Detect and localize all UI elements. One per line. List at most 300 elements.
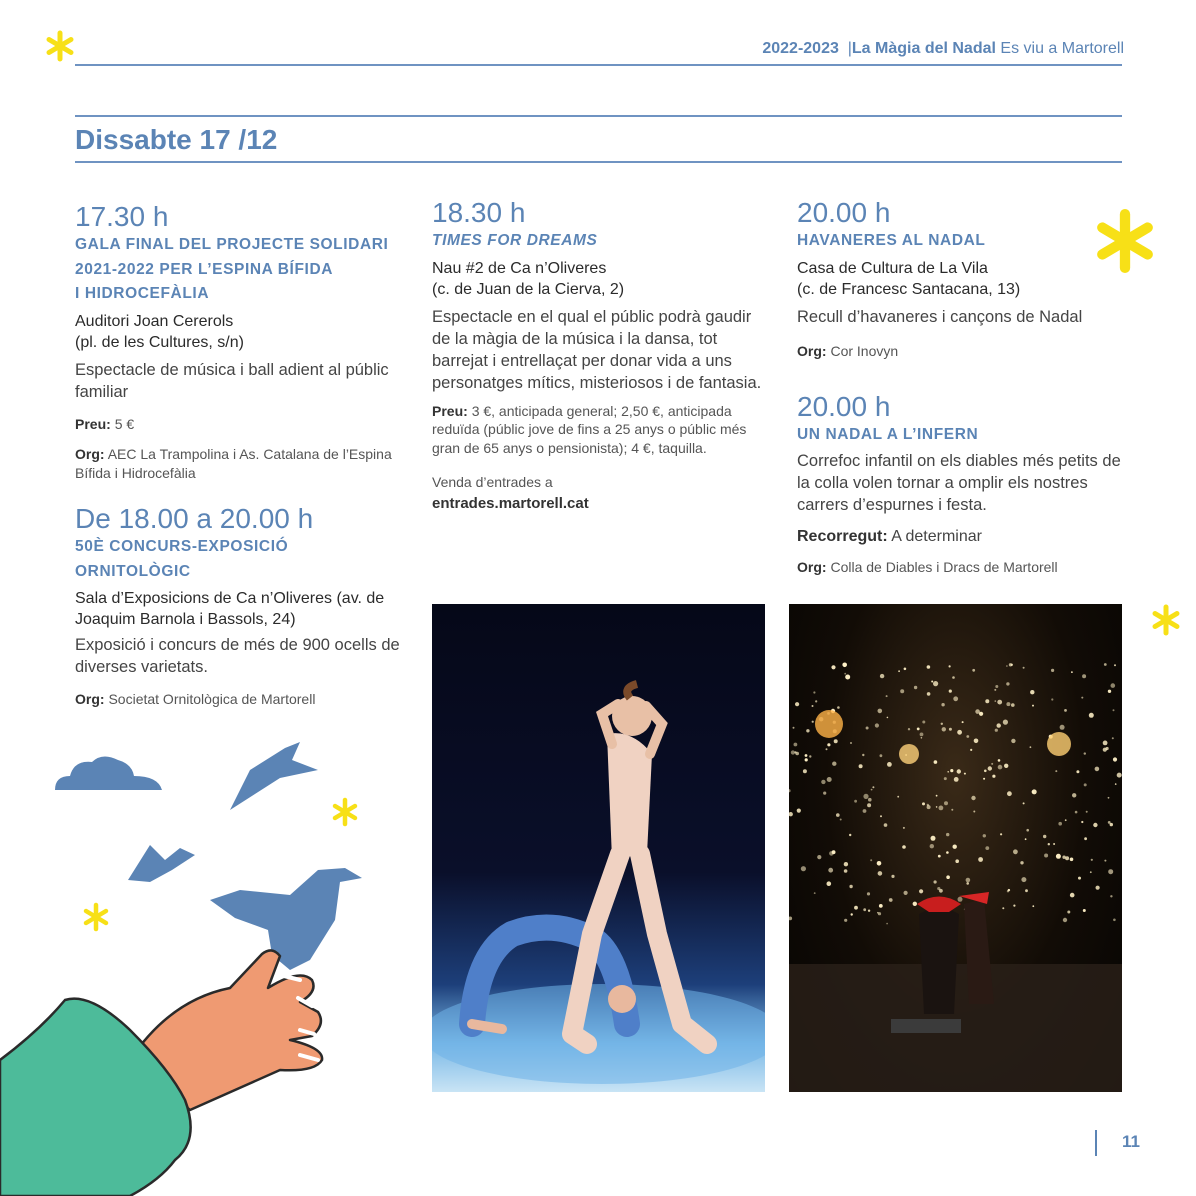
org-value: Cor Inovyn: [830, 342, 899, 359]
spark: [863, 794, 868, 799]
asterisk-star-icon: [44, 30, 76, 62]
event-concurs-ornitologic: [75, 503, 410, 709]
spark: [917, 728, 920, 731]
spark: [950, 769, 953, 772]
event-title-line: TIMES FOR DREAMS: [432, 232, 598, 249]
spark: [949, 665, 951, 667]
spark: [995, 729, 998, 732]
spark: [966, 878, 971, 883]
spark: [889, 898, 893, 902]
spark: [844, 673, 846, 675]
spark: [840, 819, 842, 821]
spark: [842, 663, 847, 668]
bird-icon: [210, 868, 362, 970]
spark: [1030, 690, 1034, 694]
spark: [1084, 837, 1087, 840]
spark: [900, 689, 904, 693]
spark: [1103, 748, 1107, 752]
route-value: A determinar: [891, 527, 982, 545]
event-description: Exposició i concurs de més de 900 ocells de diverses varietats.: [75, 636, 400, 676]
spark: [983, 834, 986, 837]
spark: [851, 913, 853, 915]
spark: [898, 670, 900, 672]
day-rule-top: [75, 115, 1122, 117]
spark: [944, 801, 948, 805]
spark: [877, 861, 882, 866]
event-venue: [432, 258, 772, 300]
spark: [789, 917, 792, 921]
spark: [1071, 671, 1073, 673]
spark: [966, 882, 969, 885]
spark: [998, 765, 1003, 770]
event-time: De 18.00 a 20.00 h: [75, 503, 314, 534]
spark: [812, 705, 814, 707]
spark: [863, 809, 867, 813]
spark: [954, 777, 959, 782]
spark: [1083, 909, 1086, 912]
spark: [920, 733, 924, 737]
asterisk-star-icon: [335, 800, 355, 824]
spark: [922, 721, 925, 724]
spark: [1058, 822, 1062, 826]
spark: [1081, 697, 1083, 699]
header-rule: [75, 64, 1122, 66]
spark: [1056, 854, 1061, 859]
spark: [1104, 860, 1106, 862]
spark: [789, 812, 793, 816]
event-organizer: [75, 445, 410, 482]
spark: [803, 769, 807, 773]
event-title: [75, 233, 410, 307]
spark: [886, 695, 888, 697]
spark: [1000, 833, 1002, 835]
event-venue-line: (pl. de les Cultures, s/n): [75, 333, 244, 351]
spark: [844, 919, 847, 922]
spark: [793, 727, 795, 729]
spark: [1004, 764, 1008, 768]
event-venue: [75, 311, 410, 353]
spark: [794, 743, 798, 747]
spark: [805, 754, 808, 757]
spark: [1108, 797, 1110, 799]
spark: [1013, 849, 1018, 854]
spark: [868, 910, 870, 912]
spark: [1032, 905, 1034, 907]
spark: [936, 806, 938, 808]
spark: [1104, 663, 1107, 666]
photo-dancers: [432, 604, 765, 1092]
spark: [921, 737, 923, 739]
spark: [953, 696, 958, 701]
spark: [964, 773, 966, 775]
spark: [821, 780, 825, 784]
spark: [826, 748, 828, 750]
spark: [944, 777, 947, 780]
event-title-line: HAVANERES AL NADAL: [797, 232, 986, 249]
bird-icon: [128, 845, 195, 882]
event-title-line: UN NADAL A L’INFERN: [797, 426, 979, 443]
spark: [1011, 703, 1015, 707]
spark: [878, 709, 883, 714]
spark: [1043, 835, 1046, 838]
price-label: Preu:: [432, 402, 468, 419]
spark: [985, 699, 989, 703]
spark: [880, 815, 882, 817]
spark: [849, 834, 851, 836]
event-gala-final: [75, 201, 410, 482]
spark: [930, 844, 934, 848]
org-value: Societat Ornitològica de Martorell: [108, 691, 316, 707]
spark: [947, 771, 949, 773]
spark: [831, 665, 835, 669]
spark: [1063, 918, 1067, 922]
spark: [878, 871, 883, 876]
spark: [834, 739, 838, 743]
spark: [872, 786, 874, 788]
spark: [812, 721, 814, 723]
spark: [880, 754, 883, 757]
spark: [828, 868, 833, 873]
spark: [1111, 683, 1116, 688]
spark: [927, 665, 931, 669]
event-venue-line: Nau #2 de Ca n’Oliveres: [432, 259, 607, 277]
spark: [972, 669, 975, 672]
spark: [1011, 739, 1015, 743]
event-title-line: 50È CONCURS-EXPOSICIÓ: [75, 538, 289, 555]
event-description: Correfoc infantil on els diables més petits de la colla volen tornar a omplir els nostres carrers d’espurnes i festa.: [797, 451, 1121, 514]
asterisk-star-icon: [86, 905, 106, 929]
spark: [903, 827, 905, 829]
event-title-line: I HIDROCEFÀLIA: [75, 285, 210, 302]
spark: [1084, 752, 1086, 754]
event-title: [797, 229, 1127, 254]
spark: [953, 845, 957, 849]
event-venue-line: (c. de Juan de la Cierva, 2): [432, 280, 625, 298]
spark: [1113, 757, 1117, 761]
spark: [859, 764, 863, 768]
spark: [934, 880, 937, 883]
spark: [1013, 905, 1015, 907]
event-havaneres: [797, 197, 1127, 360]
event-description: Recull d’havaneres i cançons de Nadal: [797, 307, 1083, 326]
spark: [1006, 682, 1009, 685]
spark: [871, 789, 873, 791]
spark: [1032, 705, 1034, 707]
spark: [1023, 667, 1025, 669]
spark: [797, 809, 801, 813]
day-rule-bottom: [75, 161, 1122, 163]
spark: [949, 690, 952, 693]
spark: [1051, 669, 1054, 672]
event-venue-line: Auditori Joan Cererols: [75, 312, 234, 330]
spark: [933, 681, 938, 686]
event-time: 20.00 h: [797, 391, 891, 422]
spark: [827, 777, 832, 782]
spark: [1076, 770, 1079, 773]
spark: [1067, 911, 1070, 914]
bird-icon: [230, 742, 318, 810]
spark: [1070, 858, 1074, 862]
header-years: 2022-2023: [762, 40, 839, 57]
spark: [887, 762, 892, 767]
spark: [1103, 741, 1108, 746]
spark: [991, 763, 993, 765]
spark: [863, 908, 866, 911]
spark: [973, 811, 975, 813]
spark: [992, 775, 995, 778]
spark: [971, 796, 975, 800]
spark: [914, 686, 917, 689]
event-price: [75, 415, 410, 434]
spark: [927, 692, 931, 696]
spark: [1075, 811, 1078, 814]
spark: [936, 795, 938, 797]
spark: [836, 813, 840, 817]
spark: [845, 675, 850, 680]
spark: [1007, 791, 1012, 796]
tickets-link[interactable]: entrades.martorell.cat: [432, 495, 589, 512]
event-title-line: ORNITOLÒGIC: [75, 562, 191, 580]
spark: [794, 751, 796, 753]
spark: [1053, 843, 1055, 845]
spark: [1086, 811, 1088, 813]
spark: [1113, 709, 1115, 711]
price-value: 5 €: [114, 415, 135, 432]
page-number-bar: [1095, 1130, 1097, 1156]
price-label: Preu:: [75, 415, 111, 432]
event-venue: Sala d’Exposicions de Ca n’Oliveres (av. de Joaquim Barnola i Bassols, 24): [75, 590, 385, 628]
event-description: Espectacle de música i ball adient al públic familiar: [75, 360, 389, 401]
spark: [884, 823, 888, 827]
spark: [908, 728, 910, 730]
spark: [939, 806, 944, 811]
event-venue: [797, 258, 1127, 300]
event-nadal-infern: [797, 391, 1127, 576]
spark: [978, 857, 983, 862]
spark: [1006, 665, 1008, 667]
org-value: Colla de Diables i Dracs de Martorell: [830, 558, 1058, 575]
tickets-label: Venda d’entrades a: [432, 474, 553, 490]
spark: [878, 912, 881, 915]
spark: [1065, 819, 1067, 821]
spark: [814, 892, 816, 894]
ticket-info: [432, 471, 772, 515]
spark: [922, 802, 925, 805]
running-header: [762, 40, 1124, 58]
spark: [1060, 725, 1065, 730]
spark: [902, 845, 906, 849]
dancers-illustration: [432, 604, 765, 1092]
spark: [983, 778, 985, 780]
org-value: AEC La Trampolina i As. Catalana de l’Espina Bífida i Hidrocefàlia: [75, 446, 392, 481]
spark: [1006, 702, 1010, 706]
spark: [913, 902, 917, 906]
spark: [997, 700, 1002, 705]
spark: [984, 770, 987, 773]
spark: [955, 859, 959, 863]
event-times-for-dreams: [432, 197, 772, 515]
spark: [919, 889, 923, 893]
spark: [867, 803, 871, 807]
spark: [817, 855, 821, 859]
spark: [904, 891, 908, 895]
org-label: Org:: [797, 342, 827, 359]
spark: [1055, 770, 1057, 772]
spark: [1114, 664, 1116, 666]
spark: [854, 906, 858, 910]
spark: [891, 875, 894, 878]
spark: [1084, 783, 1087, 786]
spark: [886, 923, 888, 925]
event-price: [432, 402, 772, 458]
spark: [995, 700, 997, 702]
org-label: Org:: [797, 558, 827, 575]
event-title: [75, 535, 410, 584]
route-label: Recorregut:: [797, 527, 888, 545]
spark: [1110, 823, 1113, 826]
spark: [1026, 829, 1029, 832]
spark: [1113, 919, 1116, 922]
spark: [997, 723, 1001, 727]
spark: [946, 851, 949, 854]
spark: [995, 685, 998, 688]
spark: [1051, 698, 1053, 700]
spark: [988, 766, 992, 770]
spark: [867, 892, 870, 895]
spark: [809, 755, 811, 757]
hand-with-birds-illustration: [0, 730, 400, 1196]
event-title-line: GALA FINAL DEL PROJECTE SOLIDARI: [75, 236, 389, 253]
spark: [1048, 843, 1050, 845]
spark: [870, 859, 872, 861]
spark: [827, 881, 832, 886]
spark: [1112, 737, 1114, 739]
spark: [958, 897, 963, 902]
spark: [850, 742, 852, 744]
spark: [1096, 886, 1100, 890]
spark: [887, 717, 889, 719]
spark: [998, 759, 1001, 762]
spark: [789, 789, 791, 792]
spark: [801, 866, 806, 871]
event-time: 18.30 h: [432, 197, 526, 228]
photo-correfoc: [789, 604, 1122, 1092]
spark: [897, 796, 899, 798]
event-time: 17.30 h: [75, 201, 169, 232]
spark: [866, 727, 869, 730]
spark: [880, 674, 884, 678]
spark: [879, 904, 883, 908]
spark: [1009, 663, 1012, 666]
spark: [941, 723, 943, 725]
spark: [1117, 773, 1122, 778]
event-title: [432, 229, 772, 254]
spark: [957, 730, 962, 735]
spark: [1110, 895, 1112, 897]
spark: [1003, 720, 1008, 725]
event-organizer: [797, 558, 1127, 577]
day-title: Dissabte 17 /12: [75, 124, 278, 155]
spark: [957, 769, 961, 773]
spark: [966, 735, 969, 738]
spark: [970, 749, 972, 751]
spark: [994, 689, 996, 691]
spark: [937, 887, 940, 890]
spark: [1044, 854, 1048, 858]
spark: [832, 850, 836, 854]
spark: [1064, 709, 1067, 712]
spark: [952, 676, 955, 679]
spark: [1025, 889, 1028, 892]
org-label: Org:: [75, 446, 105, 462]
spark: [805, 758, 808, 761]
spark: [815, 700, 817, 702]
spark: [962, 721, 964, 723]
spark: [1108, 690, 1111, 693]
spark: [1093, 823, 1097, 827]
spark: [862, 754, 864, 756]
spark: [938, 855, 941, 858]
asterisk-star-icon: [1150, 604, 1182, 636]
spark: [949, 728, 952, 731]
spark: [1091, 859, 1093, 861]
spark: [844, 869, 848, 873]
spark: [942, 727, 946, 731]
spark: [837, 706, 840, 709]
event-title-line: 2021-2022 PER L’ESPINA BÍFIDA: [75, 260, 334, 278]
spark: [946, 875, 950, 879]
spark: [823, 792, 826, 795]
spark: [868, 798, 872, 802]
spark: [1081, 821, 1083, 823]
spark: [791, 750, 795, 754]
spark: [1021, 877, 1026, 882]
spark: [854, 800, 857, 803]
spark: [1030, 746, 1032, 748]
header-separator: |: [847, 40, 852, 57]
page-number: 11: [1122, 1132, 1140, 1151]
spark: [806, 729, 809, 732]
spark: [951, 809, 953, 811]
event-title: [797, 423, 1127, 448]
spark: [1070, 893, 1075, 898]
price-value: 3 €, anticipada general; 2,50 €, anticipada reduïda (públic jove de fins a 25 anys o públic més gran de 65 anys o pensionista); 4 €, taquilla.: [432, 402, 747, 456]
spark: [1020, 861, 1023, 864]
event-organizer: [797, 342, 1127, 361]
spark: [934, 760, 938, 764]
spark: [1002, 907, 1004, 909]
spark: [1032, 789, 1037, 794]
spark: [813, 691, 815, 693]
header-title-rest: Es viu a Martorell: [1000, 40, 1124, 57]
spark: [946, 833, 949, 836]
spark: [1065, 856, 1069, 860]
spark: [1072, 793, 1076, 797]
spark: [1115, 783, 1117, 785]
spark: [1078, 877, 1081, 880]
spark: [1108, 869, 1113, 874]
spark: [974, 739, 979, 744]
spark: [1023, 802, 1025, 804]
spark: [904, 668, 907, 671]
spark: [941, 703, 944, 706]
spark: [927, 804, 929, 806]
spark: [985, 846, 989, 850]
spark: [875, 723, 879, 727]
spark: [931, 836, 936, 841]
spark: [844, 862, 848, 866]
event-route: [797, 526, 1127, 548]
